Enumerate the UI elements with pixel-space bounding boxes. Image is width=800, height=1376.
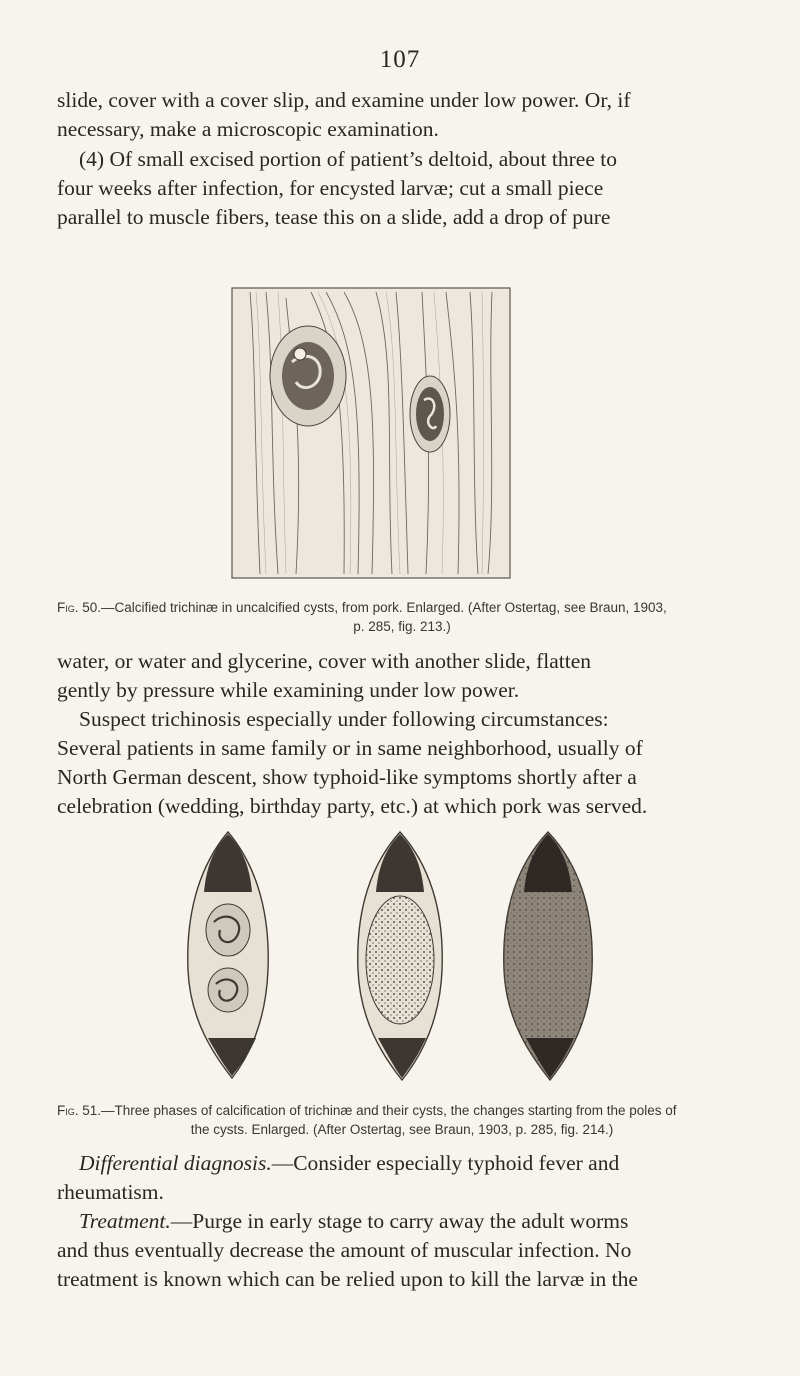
section-heading: Differential diagnosis.: [79, 1151, 272, 1175]
page-number: 107: [379, 46, 421, 73]
section-heading: Treatment.: [79, 1209, 171, 1233]
text-line: Several patients in same family or in same neighborhood, usually of: [57, 736, 643, 760]
paragraph-continued: [57, 86, 747, 144]
text-line: four weeks after infection, for encysted larvæ; cut a small piece: [57, 176, 604, 200]
text-line: treatment is known which can be relied upon to kill the larvæ in the: [57, 1267, 638, 1291]
paragraph-treatment: Treatment.—Purge in early stage to carry away the adult worms and thus eventually decrease the amount of muscular infection. No treatment is known which can be relied upon to kill the larvæ in the: [57, 1209, 638, 1291]
paragraph-glycerine: [57, 647, 747, 705]
paragraph-deltoid: [57, 145, 747, 232]
figure-51-illustration: [170, 830, 630, 1090]
text-line: parallel to muscle fibers, tease this on a slide, add a drop of pure: [57, 205, 611, 229]
text-line: celebration (wedding, birthday party, etc.) at which pork was served.: [57, 794, 648, 818]
text-line: North German descent, show typhoid-like symptoms shortly after a: [57, 765, 637, 789]
paragraph-differential-diagnosis: Differential diagnosis.—Consider especially typhoid fever and rheumatism.: [57, 1151, 620, 1204]
text-line: Suspect trichinosis especially under following circumstances:: [79, 707, 609, 731]
text-line: (4) Of small excised portion of patient’s deltoid, about three to: [79, 147, 617, 171]
text-line: and thus eventually decrease the amount of muscular infection. No: [57, 1238, 632, 1262]
figure-50-caption: Fig. 50.—Calcified trichinæ in uncalcified cysts, from pork. Enlarged. (After Ostertag, see Braun, 1903, p. 285, fig. 213.): [57, 600, 667, 634]
cyst-phase-2: [358, 832, 442, 1080]
text-line: water, or water and glycerine, cover with another slide, flatten: [57, 649, 592, 673]
paragraph-suspect: [57, 705, 747, 821]
figure-51-caption: Fig. 51.—Three phases of calcification of trichinæ and their cysts, the changes starting from the poles of the cysts. Enlarged. (After Ostertag, see Braun, 1903, p. 285, fig. 214.): [57, 1103, 677, 1137]
figure-label: Fig. 51.: [57, 1103, 102, 1118]
cyst-left: [270, 326, 346, 426]
cyst-phase-3: [504, 832, 592, 1080]
text-line: necessary, make a microscopic examination.: [57, 117, 439, 141]
cyst-phase-1: [188, 832, 268, 1078]
text-line: gently by pressure while examining under low power.: [57, 678, 520, 702]
cyst-right: [410, 376, 450, 452]
figure-label: Fig. 50.: [57, 600, 102, 615]
text-line: slide, cover with a cover slip, and examine under low power. Or, if: [57, 88, 631, 112]
text-line: rheumatism.: [57, 1180, 164, 1204]
figure-50-illustration: [226, 284, 516, 584]
